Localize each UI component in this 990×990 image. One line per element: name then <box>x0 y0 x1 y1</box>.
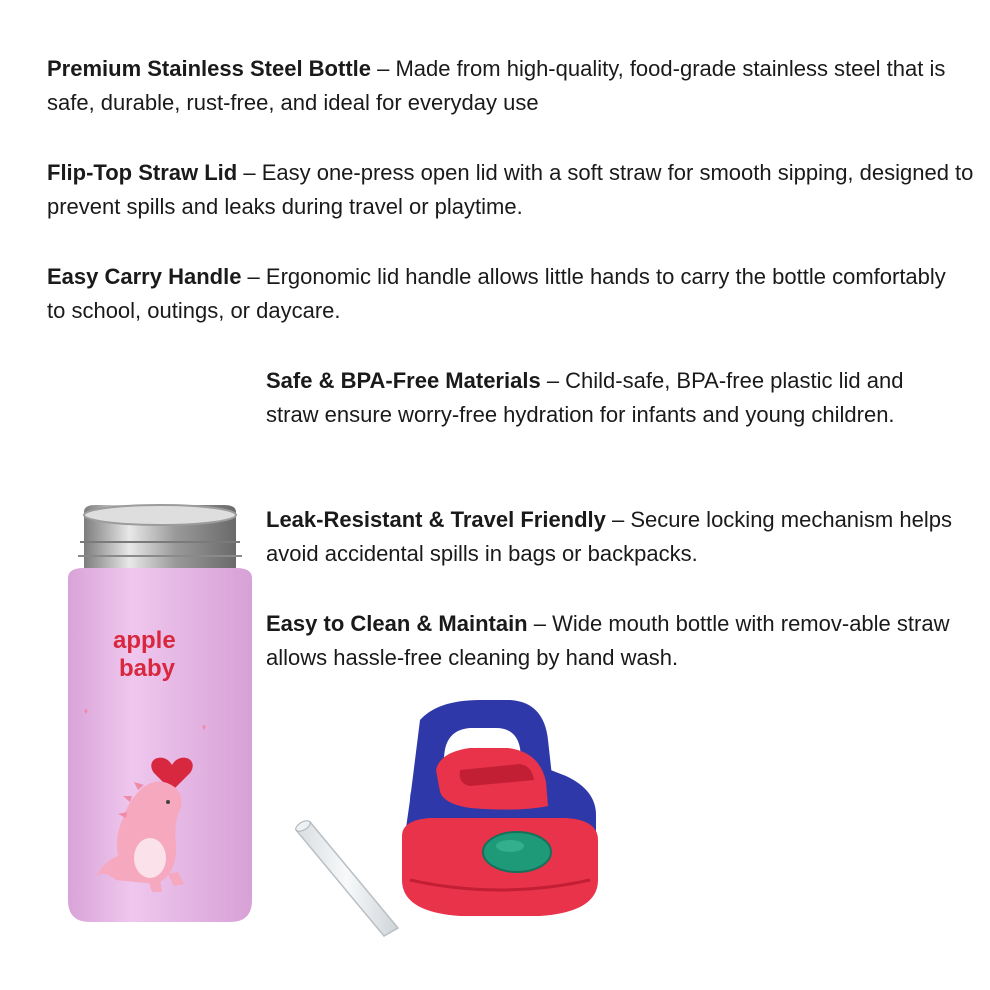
feature-desc: – Easy one-press open lid with a soft straw for smooth sipping, designed to prevent spills and leaks during travel or playtime. <box>47 160 974 219</box>
feature-title: Easy Carry Handle <box>47 264 242 289</box>
feature-desc: – Secure locking mechanism helps avoid accidental spills in bags or backpacks. <box>266 507 952 566</box>
straw <box>294 819 398 936</box>
flip-top-lid <box>402 700 598 916</box>
brand-logo-line2: baby <box>119 655 176 682</box>
feature-desc: – Made from high-quality, food-grade stainless steel that is safe, durable, rust-free, and ideal for everyday use <box>47 56 946 115</box>
feature-title: Leak-Resistant & Travel Friendly <box>266 507 606 532</box>
brand-logo: apple <box>113 627 176 654</box>
feature-title: Easy to Clean & Maintain <box>266 611 528 636</box>
lock-button <box>483 832 551 872</box>
bottle <box>68 505 252 922</box>
feature-desc: – Wide mouth bottle with remov-able straw allows hassle-free cleaning by hand wash. <box>266 611 950 670</box>
feature-title: Flip-Top Straw Lid <box>47 160 238 185</box>
feature-desc: – Child-safe, BPA-free plastic lid and straw ensure worry-free hydration for infants and young children. <box>266 368 904 427</box>
bottle-mouth <box>84 505 236 525</box>
feature-title: Safe & BPA-Free Materials <box>266 368 541 393</box>
feature-desc: – Ergonomic lid handle allows little hands to carry the bottle comfortably to school, outings, or daycare. <box>47 264 946 323</box>
feature-title: Premium Stainless Steel Bottle <box>47 56 371 81</box>
